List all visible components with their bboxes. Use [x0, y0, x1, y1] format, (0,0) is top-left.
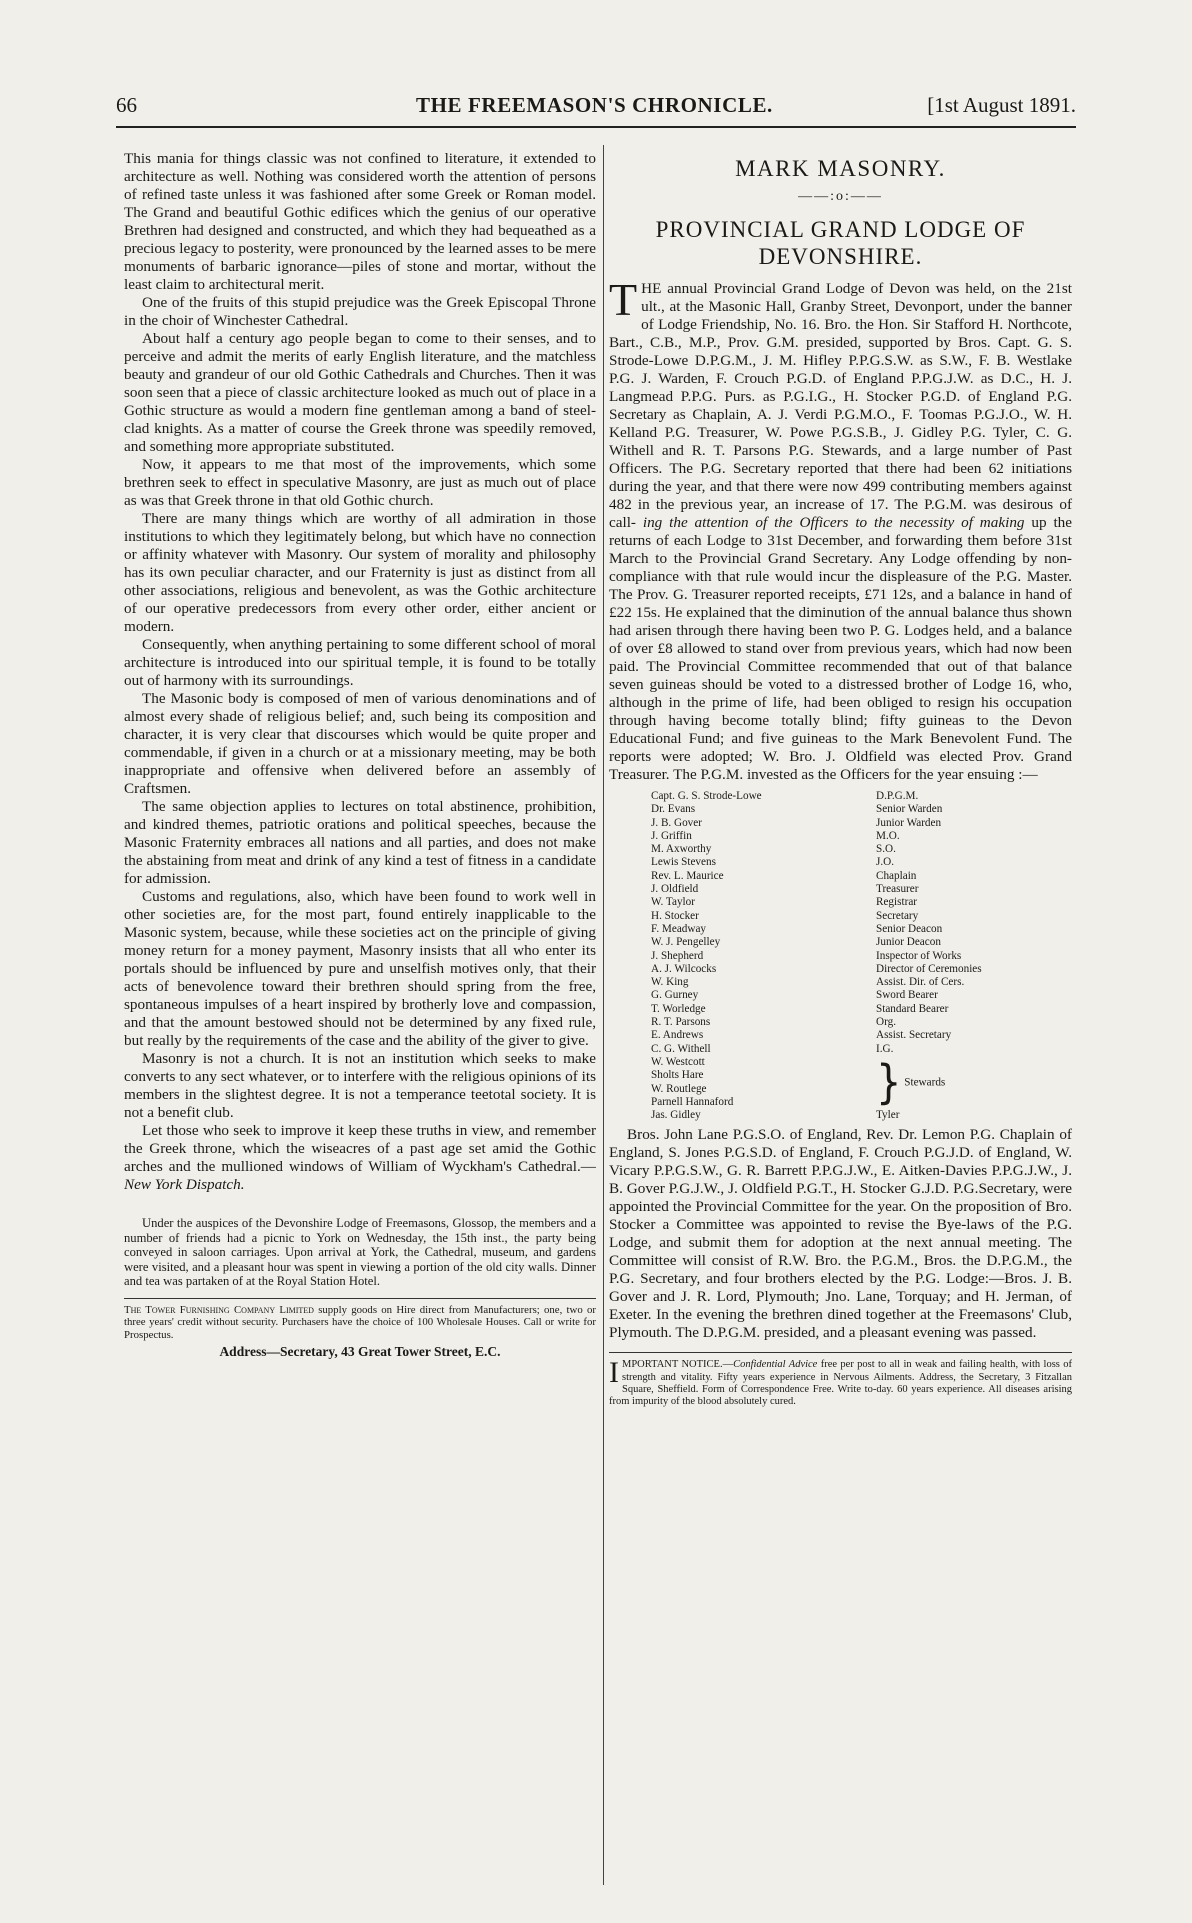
- officer-office: Tyler: [876, 1109, 900, 1122]
- left-column: [124, 150, 596, 1361]
- officer-office: Org.: [876, 1016, 896, 1029]
- advert-rule: [124, 1298, 596, 1299]
- officer-office: Senior Warden: [876, 803, 943, 816]
- officer-office: Junior Warden: [876, 816, 942, 829]
- article-paragraph: Masonry is not a church. It is not an institution which seeks to make converts to any sect whatever, or to interfere with the religious opinions of its members in the slightest degree. It is not a temperance teetotal society. It is not a benefit club.: [124, 1050, 596, 1121]
- officer-name: M. Axworthy: [651, 843, 712, 856]
- article-paragraph: There are many things which are worthy of all admiration in those institutions to which they legitimately belong, but which have no connection or affinity whatever with Masonry. Our system of morality and philosophy has its own peculiar character, and our Fraternity is just as distinct from all other associations, religious and benevolent, as was the Gothic architecture of our operative predecessors from every other order, either ancient or modern.: [124, 510, 596, 635]
- officer-office: Standard Bearer: [876, 1002, 949, 1015]
- lead-text: HE annual Provincial Grand Lodge of Devon was held, on the 21st ult., at the Masonic Hall, Granby Street, Devonport, under the banner of Lodge Friendship, No. 16. Bro. the Hon. Sir Stafford H. Northcote, Bart., C.B., M.P., Prov. G.M. presided, supported by Bros. Capt. G. S. Strode-Lowe D.P.G.M., J. M. Hifley P.P.G.S.W. as S.W., F. B. Westlake P.G. J. Warden, F. Crouch P.G.D. of England P.P.G.J.W. as D.C., H. J. Langmead P.P.G. Purs. as P.G.I.G., H. Stocker P.G.D. of England P.G. Secretary as Chaplain, A. J. Verdi P.G.M.O., F. Toomas P.G.J.O., W. H. Kelland P.G. Treasurer, W. Powe P.G.S.B., J. Gidley P.G. Tyler, C. G. Withell and R. T. Parsons P.G. Stewards, and a large number of Past Officers. The P.G. Secretary reported that there had been 62 initiations during the year, and that there were now 499 contributing members against 482 in the previous year, an increase of 17. The P.G.M. was desirous of call-: [609, 280, 1072, 531]
- officer-name: T. Worledge: [651, 1002, 706, 1015]
- officer-name: H. Stocker: [651, 909, 699, 922]
- brace-mark: }: [876, 1056, 902, 1109]
- officer-name: J. B. Gover: [651, 816, 702, 829]
- officer-row: [609, 1003, 1072, 1016]
- article-attribution: New York Dispatch.: [124, 1176, 245, 1193]
- officer-office: Assist. Secretary: [876, 1029, 952, 1042]
- notice-body: free per post to all in weak and failing health, with loss of strength and vitality. Fifty years experience in Nervous Ailments. Address, the Secretary, 3 Fitzallan Square, Sheffield. Form of Correspondence Free. Write to-day. 60 years experience. All diseases arising from impurity of the blood absolutely cured.: [609, 1359, 1073, 1408]
- officer-office: D.P.G.M.: [876, 790, 919, 802]
- officer-name: C. G. Withell: [651, 1042, 711, 1055]
- article-paragraph: About half a century ago people began to come to their senses, and to perceive and admit the merits of early English literature, and the matchless beauty and grandeur of our old Gothic Cathedrals and Churches. Then it was soon seen that a piece of classic architecture looked as much out of place in a Gothic structure as would a modern fine gentleman among a band of steel-clad knights. As a matter of course the Greek throne was speedily removed, and something more appropriate substituted.: [124, 330, 596, 455]
- officer-name: Lewis Stevens: [651, 856, 716, 869]
- article-paragraph: One of the fruits of this stupid prejudice was the Greek Episcopal Throne in the choir of Winchester Cathedral.: [124, 294, 596, 329]
- steward-name: W. Routlege: [651, 1082, 707, 1095]
- lead-text-continued: up the returns of each Lodge to 31st December, and forwarding them before 31st March to the Provincial Grand Secretary. Any Lodge offending by non-compliance with that rule would incur the displeasure of the P.G. Master. The Prov. G. Treasurer reported receipts, £71 12s, and a balance in hand of £22 15s. He explained that the diminution of the annual balance thus shown had arisen through there having been two P. G. Lodges held, and a balance of over £8 allowed to stand over from previous years, which had now been paid. The Provincial Committee recommended that out of that balance seven guineas should be voted to a distressed brother of Lodge 16, who, although in the prime of life, had been obliged to resign his occupation through having become totally blind; fifty guineas to the Devon Educational Fund; and five guineas to the Mark Benevolent Fund. The reports were adopted; W. Bro. J. Oldfield was elected Prov. Grand Treasurer. The P.G.M. invested as the Officers for the year ensuing :—: [609, 514, 1073, 783]
- officer-name: J. Griffin: [651, 829, 692, 842]
- advert-text: [124, 1304, 596, 1341]
- masthead-title: THE FREEMASON'S CHRONICLE.: [416, 93, 773, 117]
- officer-office: Junior Deacon: [876, 936, 941, 949]
- article-paragraph: Consequently, when anything pertaining to some different school of moral architecture is introduced into our spiritual temple, it is found to be totally out of harmony with its surroundings.: [124, 636, 596, 689]
- officer-row: [609, 1016, 1072, 1029]
- officer-office: M.O.: [876, 829, 900, 842]
- news-note: Under the auspices of the Devonshire Lodge of Freemasons, Glossop, the members and a number of friends had a picnic to York on Wednesday, the 15th inst., the party being conveyed in saloon carriages. Upon arrival at York, the Cathedral, museum, and gardens were visited, and a pleasant hour was spent in viewing a portion of the old city walls. Dinner and tea was partaken of at the Royal Station Hotel.: [124, 1216, 596, 1289]
- officer-row: [609, 843, 1072, 856]
- section-title: MARK MASONRY.: [735, 156, 946, 181]
- report-lead-paragraph: [609, 274, 1073, 784]
- officer-office: Inspector of Works: [876, 949, 962, 962]
- notice-italic: Confidential Advice: [733, 1359, 818, 1371]
- officer-name: E. Andrews: [651, 1029, 704, 1042]
- right-column: [609, 150, 1072, 1408]
- officer-office: Assist. Dir. of Cers.: [876, 976, 965, 989]
- officer-row: [609, 976, 1072, 989]
- article-paragraph: This mania for things classic was not confined to literature, it extended to architecture as well. Nothing was considered worth the attention of persons of refined taste unless it was fashioned after some Greek or Roman model. The Grand and beautiful Gothic edifices which the genius of our operative Brethren had designed and constructed, and which they had bequeathed as a precious legacy to posterity, were pronounced by the learned asses to be mere monuments of barbaric ignorance—piles of stone and mortar, without the least claim to architectural merit.: [124, 150, 596, 293]
- article-paragraph: Customs and regulations, also, which have been found to work well in other societies are, for the most part, found entirely inapplicable to the Masonic system, because, while these societies act on the principle of giving money return for a money payment, Masonry insists that all who enter its portals should be influenced by pure and unselfish motives only, that their acts of benevolence toward their brethren should spring from the free, spontaneous impulses of a heart inspired by brotherly love and compassion, and that the amount bestowed should not be determined by any fixed rule, but really by the requirements of the case and the ability of the giver to give.: [124, 888, 596, 1049]
- officer-name: Dr. Evans: [651, 803, 696, 816]
- officer-name: W. Taylor: [651, 896, 695, 909]
- officer-row: [609, 1109, 1072, 1122]
- steward-name: Parnell Hannaford: [651, 1095, 734, 1108]
- officer-row: [609, 830, 1072, 843]
- officer-office: Senior Deacon: [876, 922, 943, 935]
- officer-row: [609, 963, 1072, 976]
- officer-name: G. Gurney: [651, 989, 699, 1002]
- issue-date: [1st August 1891.: [927, 93, 1076, 117]
- officer-name: J. Oldfield: [651, 883, 699, 896]
- officer-row: [609, 817, 1072, 830]
- officer-row: [609, 950, 1072, 963]
- article-paragraph-final: [124, 1122, 596, 1194]
- lead-italic: ing the attention of the Officers to the necessity of making: [642, 514, 1025, 531]
- steward-row: [609, 1056, 1072, 1069]
- steward-name: W. Westcott: [651, 1055, 705, 1068]
- report-subtitle: PROVINCIAL GRAND LODGE OF DEVONSHIRE.: [655, 217, 1026, 269]
- column-rule: [603, 145, 604, 1885]
- article-paragraph: Now, it appears to me that most of the improvements, which some brethren seek to effect in speculative Masonry, are just as much out of place as was that Greek throne in that old Gothic church.: [124, 456, 596, 509]
- officer-name: Capt. G. S. Strode-Lowe: [651, 790, 762, 802]
- advert-company: The Tower Furnishing Company Limited: [124, 1303, 314, 1316]
- steward-name: Sholts Hare: [651, 1069, 704, 1082]
- page-number: 66: [116, 93, 137, 117]
- page-header: [116, 93, 1076, 125]
- officer-name: Jas. Gidley: [651, 1109, 701, 1122]
- officer-row: [609, 790, 1072, 803]
- ornament-divider: ——:o:——: [798, 189, 883, 204]
- officer-name: F. Meadway: [651, 922, 707, 935]
- officer-row: [609, 923, 1072, 936]
- officer-row: [609, 883, 1072, 896]
- final-paragraph-text: Let those who seek to improve it keep these truths in view, and remember the Greek throne, which the wiseacres of a past age set amid the Gothic arches and the mullioned windows of William of Wyckham's Cathedral.—: [124, 1122, 596, 1175]
- officer-name: A. J. Wilcocks: [651, 962, 717, 975]
- article-paragraph: The Masonic body is composed of men of various denominations and of almost every shade of religious belief; and, such being its composition and character, it is very clear that discourses which would be quite proper and commendable, if given in a church or at a missionary meeting, may be both inappropriate and offensive when delivered before an assembly of Craftsmen.: [124, 690, 596, 797]
- stewards-group: [876, 1056, 1072, 1109]
- officer-row: [609, 936, 1072, 949]
- officers-table: [609, 790, 1072, 1122]
- officer-row: [609, 803, 1072, 816]
- officer-name: W. J. Pengelley: [651, 936, 721, 949]
- officer-office: I.G.: [876, 1042, 894, 1055]
- officer-name: W. King: [651, 976, 689, 989]
- officer-row: [609, 910, 1072, 923]
- officer-name: J. Shepherd: [651, 949, 704, 962]
- officer-office: Sword Bearer: [876, 989, 938, 1002]
- officer-row: [609, 989, 1072, 1002]
- officer-office: Registrar: [876, 896, 918, 909]
- officer-row: [609, 856, 1072, 869]
- notice-heading: MPORTANT NOTICE.—: [622, 1359, 734, 1371]
- officer-office: Secretary: [876, 909, 919, 922]
- officer-name: Rev. L. Maurice: [651, 869, 724, 882]
- officer-office: Director of Ceremonies: [876, 962, 982, 975]
- important-notice: [609, 1356, 1073, 1408]
- officer-office: J.O.: [876, 856, 895, 869]
- officer-name: R. T. Parsons: [651, 1016, 711, 1029]
- officer-office: Chaplain: [876, 869, 917, 882]
- advert-address: Address—Secretary, 43 Great Tower Street, E.C.: [219, 1344, 501, 1360]
- article-paragraph: The same objection applies to lectures on total abstinence, prohibition, and kindred themes, patriotic orations and political speeches, because the Masonic Fraternity embraces all nations and all parties, and does not make the abstaining from meat and drink of any kind a test of fitness in a candidate for admission.: [124, 798, 596, 887]
- officer-office: Treasurer: [876, 883, 919, 896]
- advert-body: supply goods on Hire direct from Manufacturers; one, two or three years' credit without security. Purchasers have the choice of 100 Wholesale Houses. Call or write for Prospectus.: [124, 1303, 596, 1341]
- report-closing-paragraph: Bros. John Lane P.G.S.O. of England, Rev. Dr. Lemon P.G. Chaplain of England, S. Jones P.G.S.D. of England, F. Crouch P.G.J.D. of England, W. Vicary P.P.G.S.W., G. R. Barrett P.P.G.J.W., E. Aitken-Davies P.P.G.J.W., J. B. Gover P.G.J.W., J. Oldfield P.G.T., H. Stocker G.J.D. P.G.Secretary, were appointed the Provincial Committee for the year. On the proposition of Bro. Stocker a Committee was appointed to revise the Bye-laws of the P.G. Lodge, and submit them for adoption at the next annual meeting. The Committee will consist of R.W. Bro. the P.G.M., Bros. the D.P.G.M., the P.G. Secretary, and four brothers elected by the P.G. Lodge:—Bros. J. B. Gover and J. R. Lord, Plymouth; Jno. Lane, Torquay; and H. Jerman, of Exeter. In the evening the brethren dined together at the Freemasons' Club, Plymouth. The D.P.G.M. presided, and a pleasant evening was passed.: [609, 1126, 1072, 1342]
- notice-rule: [609, 1352, 1072, 1353]
- header-rule: [116, 126, 1076, 128]
- drop-cap: T: [609, 274, 638, 325]
- officer-office: S.O.: [876, 843, 896, 856]
- officer-row: [609, 870, 1072, 883]
- officer-row: [609, 1029, 1072, 1042]
- officer-row: [609, 896, 1072, 909]
- notice-drop-cap: I: [609, 1356, 619, 1390]
- stewards-label: Stewards: [904, 1076, 946, 1089]
- officer-row: [609, 1043, 1072, 1056]
